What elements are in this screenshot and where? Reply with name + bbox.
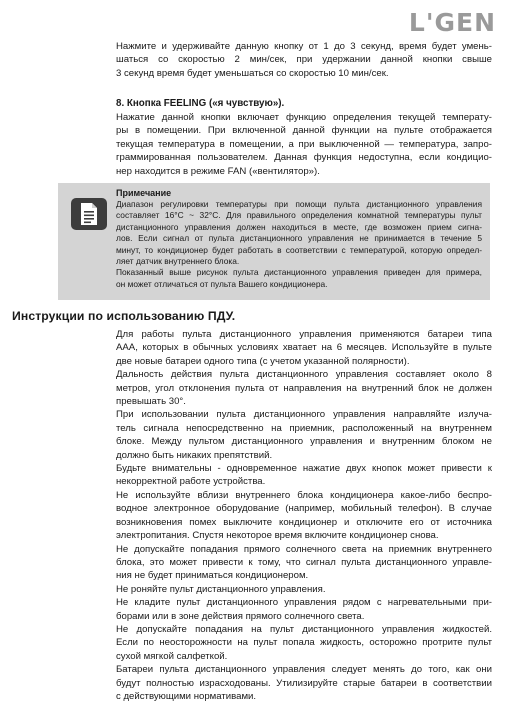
text-line: Диапазон регулировки температуры при помощи пульта дистанционного управления xyxy=(116,199,482,209)
text-line: текущая температура в помещении, а при выключенной — температура, запро- xyxy=(116,138,492,150)
text-line: ния не будет приниматься кондиционером. xyxy=(116,570,309,582)
text-line: Не используйте вблизи внутреннего блока кондиционера какое-либо беспро- xyxy=(116,489,492,501)
text-line: Показанный выше рисунок пульта дистанционного управления приведен для примера, xyxy=(116,267,482,278)
text-line: Не кладите пульт дистанционного управления рядом с нагревательными при- xyxy=(116,597,492,609)
text-line: Нажатие данной кнопки включает функцию определения текущей температу- xyxy=(116,112,492,123)
section-body xyxy=(116,111,492,178)
text-line: 3 секунд время будет уменьшаться со скоростью 10 мин/сек. xyxy=(116,67,389,79)
text-line: Не допускайте попадания на пульт дистанционного управления жидкостей. xyxy=(116,623,492,635)
text-line: метров, угол отклонения пульта от направления на внутренний блок не должен xyxy=(116,382,492,394)
text-line: Не допускайте попадания прямого солнечного света на приемник внутреннего xyxy=(116,543,492,555)
text-line: Батареи пульта дистанционного управления следует менять до того, как они xyxy=(116,664,492,676)
note-document-icon xyxy=(71,198,107,230)
note-box xyxy=(58,183,490,300)
text-line: будут полностью израсходованы. Утилизируйте старые батареи в соответствии xyxy=(116,677,492,689)
text-line: Будьте внимательны - одновременное нажатие двух кнопок может привести к xyxy=(116,463,492,475)
text-line: ры в помещении. При включенной данной функции на пульте отображается xyxy=(116,125,492,137)
text-line: Дальность действия пульта дистанционного управления составляет около 8 xyxy=(116,369,492,381)
text-line: При использовании пульта дистанционного управления направляйте излуча- xyxy=(116,409,492,421)
text-line: тель сигнала непосредственно на приемник, расположенный на внутреннем xyxy=(116,422,492,434)
text-line: борами или в зоне действия прямого солнечного света. xyxy=(116,610,365,622)
text-line: граммированная пользователем. Данная функция недоступна, если кондицио- xyxy=(116,152,492,164)
text-line: превышать 30°. xyxy=(116,396,186,408)
text-line: возникновения помех выключите кондиционер и отключите его от источника xyxy=(116,516,492,528)
text-line: блока, это может привести к тому, что сигнал пульта дистанционного управле- xyxy=(116,556,492,568)
text-line: Нажмите и удерживайте данную кнопку от 1 до 3 секунд, время будет умень- xyxy=(116,41,492,52)
instructions-heading: Инструкции по использованию ПДУ. xyxy=(12,309,236,323)
text-line: некорректной работе устройства. xyxy=(116,476,266,488)
intro-paragraph xyxy=(116,40,492,80)
note-text xyxy=(116,187,482,290)
note-heading: Примечание xyxy=(116,188,172,198)
text-line: блоке. Между пультом дистанционного управления и внутренним блоком не xyxy=(116,436,492,448)
instructions-body xyxy=(116,328,492,703)
text-line: он может отличаться от пульта Вашего кондиционера. xyxy=(116,278,328,289)
text-line: составляет 16°C ~ 32°C. Для правильного определения комнатной температуры пульт xyxy=(116,210,482,221)
text-line: Для работы пульта дистанционного управления применяются батареи типа xyxy=(116,329,492,340)
brand-logo: L'GEN xyxy=(408,8,496,37)
text-line: дистанционного управления должен находиться в месте, где возможен прием сигна- xyxy=(116,221,482,232)
text-line: две новые батареи одного типа (с учетом указанной полярности). xyxy=(116,355,410,367)
text-line: шаться со скоростью 2 мин/сек, при удержании данной кнопки свыше xyxy=(116,54,492,66)
text-line: с действующими нормативами. xyxy=(116,690,257,702)
text-line: минут, то кондиционер будет работать в соответствии с температурой, которую определ- xyxy=(116,244,482,255)
text-line: водное электронное оборудование (например, мобильный телефон). В случае xyxy=(116,503,492,515)
text-line: ляет датчик внутреннего блока. xyxy=(116,256,240,267)
text-line: лов. Если сигнал от пульта дистанционного управления не принимается в течение 5 xyxy=(116,233,482,244)
text-line: сухой мягкой салфеткой. xyxy=(116,650,228,662)
text-line: нер находится в режиме FAN («вентилятор»). xyxy=(116,165,320,177)
text-line: ААА, которых в обычных условиях хватает на 6 месяцев. Используйте в пульте xyxy=(116,342,492,354)
text-line: Если по неосторожности на пульт попала жидкость, осторожно протрите пульт xyxy=(116,637,492,649)
section-heading: 8. Кнопка FEELING («я чувствую»). xyxy=(116,98,285,109)
text-line: Не роняйте пульт дистанционного управления. xyxy=(116,583,326,595)
text-line: электропитания. Спустя некоторое время включите кондиционер снова. xyxy=(116,530,439,542)
text-line: должно быть никаких препятствий. xyxy=(116,449,273,461)
